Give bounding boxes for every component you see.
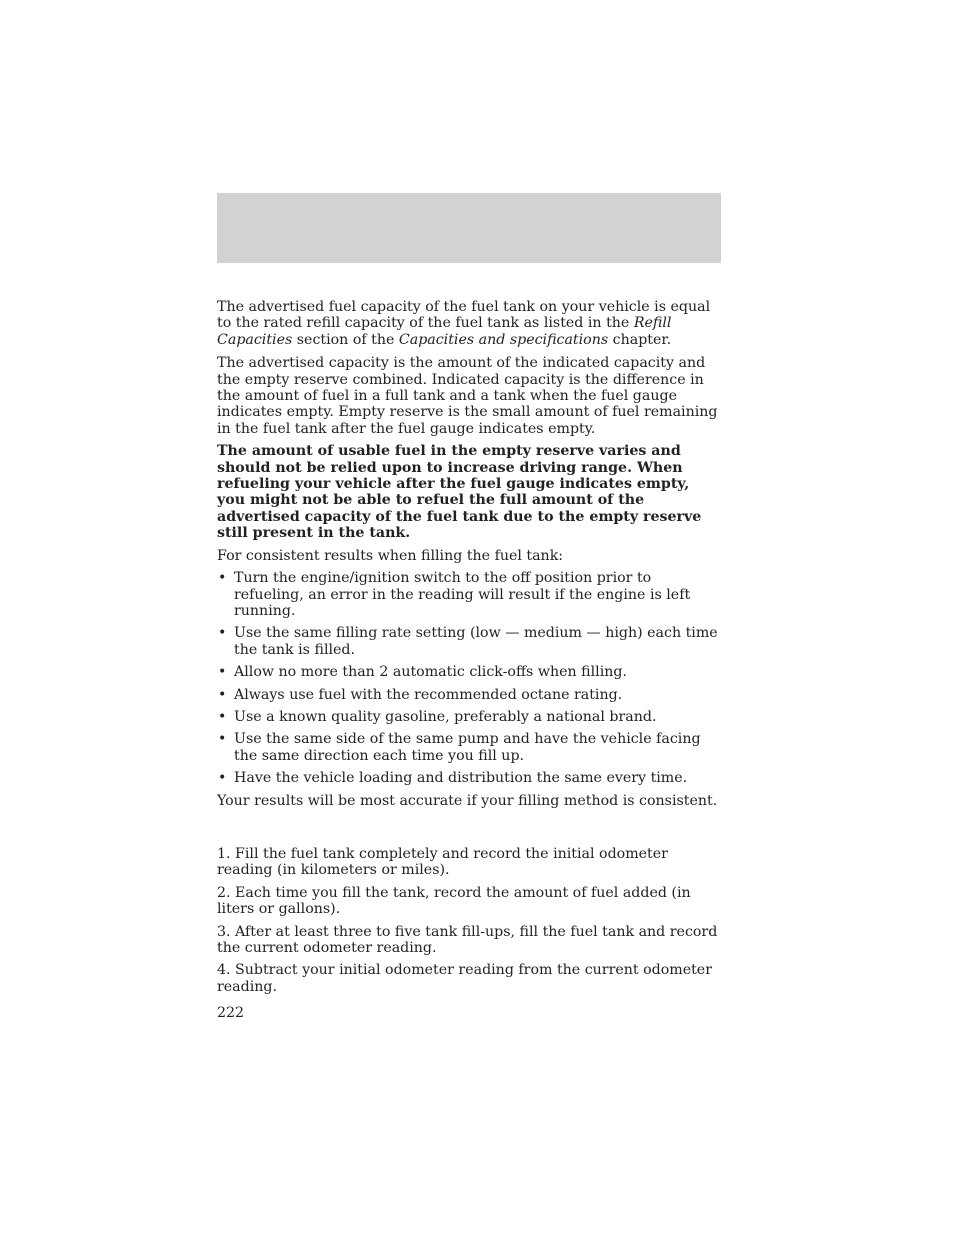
text-run: section of the xyxy=(292,331,399,348)
advertised-capacity-paragraph: The advertised capacity is the amount of the indicated capacity and the empty reserve combined. Indicated capacity is the difference in the amount of fuel in a full tank and a tank when the fuel gauge indicates empty. Empty reserve is the small amount of fuel remaining in the fuel tank after the fuel gauge indicates empty. xyxy=(217,355,718,437)
list-item-text: Turn the engine/ignition switch to the off position prior to refueling, an error in the reading will result if the engine is left running. xyxy=(234,570,691,619)
step-item: 2. Each time you fill the tank, record the amount of fuel added (in liters or gallons). xyxy=(217,884,691,918)
text-run: chapter. xyxy=(608,331,672,348)
mileage-steps xyxy=(217,846,722,995)
bullet-icon: • xyxy=(218,731,227,748)
text-run: The advertised fuel capacity of the fuel tank on your vehicle is equal to the rated refill capacity of the fuel tank as listed in the xyxy=(217,299,711,332)
bullet-icon: • xyxy=(218,664,227,681)
list-item xyxy=(217,731,722,764)
step-item: 4. Subtract your initial odometer reading from the current odometer reading. xyxy=(217,962,712,995)
list-item-text: Use the same side of the same pump and have the vehicle facing the same direction each time you fill up. xyxy=(234,731,701,764)
step-item: 3. After at least three to five tank fill-ups, fill the fuel tank and record the current odometer reading. xyxy=(217,923,718,956)
bullet-icon: • xyxy=(218,770,227,787)
refill-capacities-reference: Refill Capacities xyxy=(217,315,672,348)
bullet-icon: • xyxy=(218,625,227,642)
bullet-icon: • xyxy=(218,570,227,587)
list-item xyxy=(217,709,722,725)
list-item-text: Use the same filling rate setting (low — medium — high) each time the tank is filled. xyxy=(234,625,718,658)
empty-reserve-warning: The amount of usable fuel in the empty reserve varies and should not be relied upon to increase driving range. When refueling your vehicle after the fuel gauge indicates empty, you might not be able to refuel the full amount of the advertised capacity of the fuel tank due to the empty reserve still present in the tank. xyxy=(217,443,702,542)
fuel-capacity-paragraph xyxy=(217,299,722,348)
list-item xyxy=(217,570,722,619)
section-header-band xyxy=(217,193,721,263)
capacities-chapter-reference: Capacities and specifications xyxy=(398,331,609,348)
list-item xyxy=(217,770,722,786)
consistent-results-lead: For consistent results when filling the fuel tank: xyxy=(217,547,564,564)
bullet-icon: • xyxy=(218,708,227,725)
step-item: 1. Fill the fuel tank completely and record the initial odometer reading (in kilometers or miles). xyxy=(217,845,668,879)
closing-paragraph: Your results will be most accurate if your filling method is consistent. xyxy=(217,792,718,809)
list-item-text: Have the vehicle loading and distribution the same every time. xyxy=(234,770,688,787)
page-body xyxy=(217,299,722,1022)
list-item-text: Use a known quality gasoline, preferably a national brand. xyxy=(234,708,657,725)
page-number: 222 xyxy=(217,1005,245,1022)
list-item xyxy=(217,687,722,703)
list-item-text: Allow no more than 2 automatic click-offs when filling. xyxy=(234,664,627,681)
list-item xyxy=(217,625,722,658)
filling-tips-list xyxy=(217,570,722,786)
list-item-text: Always use fuel with the recommended octane rating. xyxy=(234,686,623,703)
bullet-icon: • xyxy=(218,686,227,703)
list-item xyxy=(217,664,722,680)
